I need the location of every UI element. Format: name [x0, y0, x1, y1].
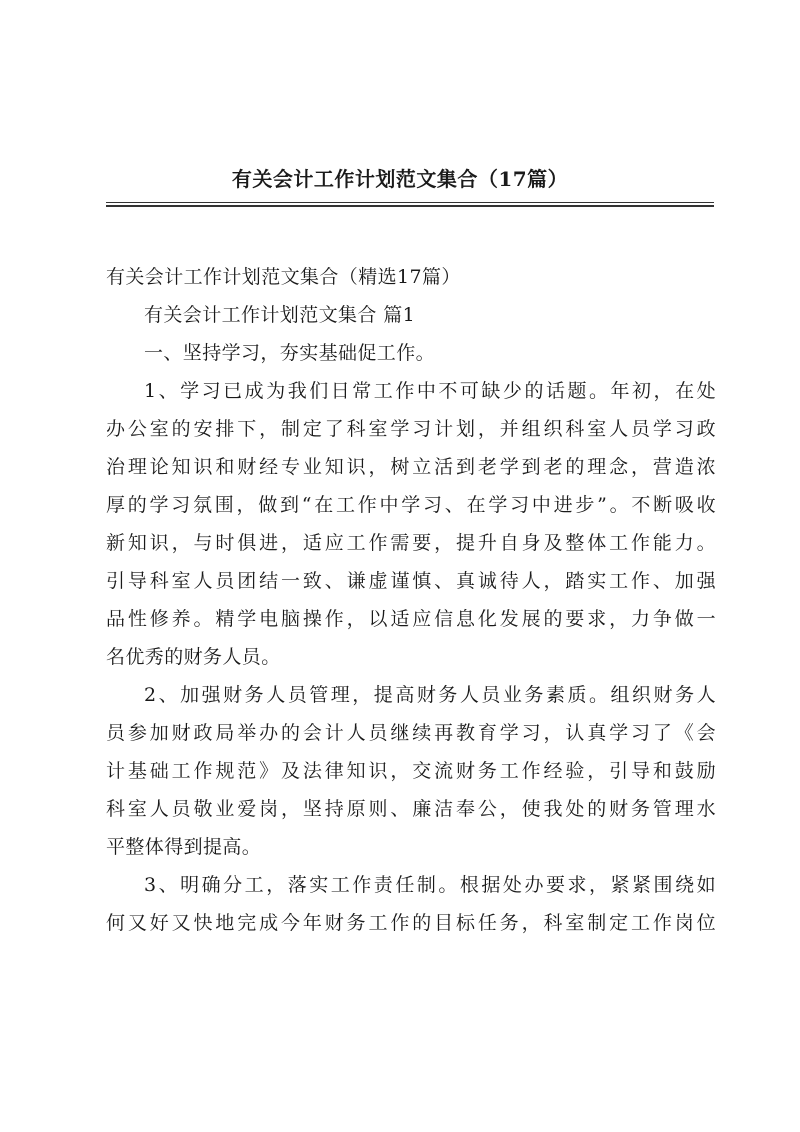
body-line: 3、明确分工，落实工作责任制。根据处办要求，紧紧围绕如 [144, 874, 716, 896]
body-line: 名优秀的财务人员。 [106, 646, 281, 668]
body-line-subtitle: 有关会计工作计划范文集合（精选17篇） [106, 266, 461, 288]
body-line: 新知识，与时俱进，适应工作需要，提升自身及整体工作能力。 [106, 532, 716, 554]
title-rule-thin-line [106, 202, 714, 203]
body-line-point-heading: 一、坚持学习，夯实基础促工作。 [144, 342, 436, 364]
body-line-section-heading: 有关会计工作计划范文集合 篇1 [144, 304, 416, 326]
body-line: 厚的学习氛围，做到“在工作中学习、在学习中进步”。不断吸收 [106, 494, 716, 516]
title-double-rule [106, 202, 714, 207]
body-line: 科室人员敬业爱岗，坚持原则、廉洁奉公，使我处的财务管理水 [106, 798, 716, 820]
body-line: 品性修养。精学电脑操作，以适应信息化发展的要求，力争做一 [106, 608, 716, 630]
body-line: 办公室的安排下，制定了科室学习计划，并组织科室人员学习政 [106, 418, 716, 440]
body-line: 治理论知识和财经专业知识，树立活到老学到老的理念，营造浓 [106, 456, 716, 478]
body-line: 计基础工作规范》及法律知识，交流财务工作经验，引导和鼓励 [106, 760, 716, 782]
body-line: 1、学习已成为我们日常工作中不可缺少的话题。年初，在处 [144, 380, 716, 402]
document-body [106, 258, 716, 942]
body-line: 引导科室人员团结一致、谦虚谨慎、真诚待人，踏实工作、加强 [106, 570, 716, 592]
title-rule-thick-line [106, 205, 714, 207]
body-line: 2、加强财务人员管理，提高财务人员业务素质。组织财务人 [144, 684, 716, 706]
document-title: 有关会计工作计划范文集合（17篇） [231, 167, 569, 191]
body-line: 平整体得到提高。 [106, 836, 262, 858]
body-line: 何又好又快地完成今年财务工作的目标任务，科室制定工作岗位 [106, 912, 716, 934]
body-line: 员参加财政局举办的会计人员继续再教育学习，认真学习了《会 [106, 722, 716, 744]
